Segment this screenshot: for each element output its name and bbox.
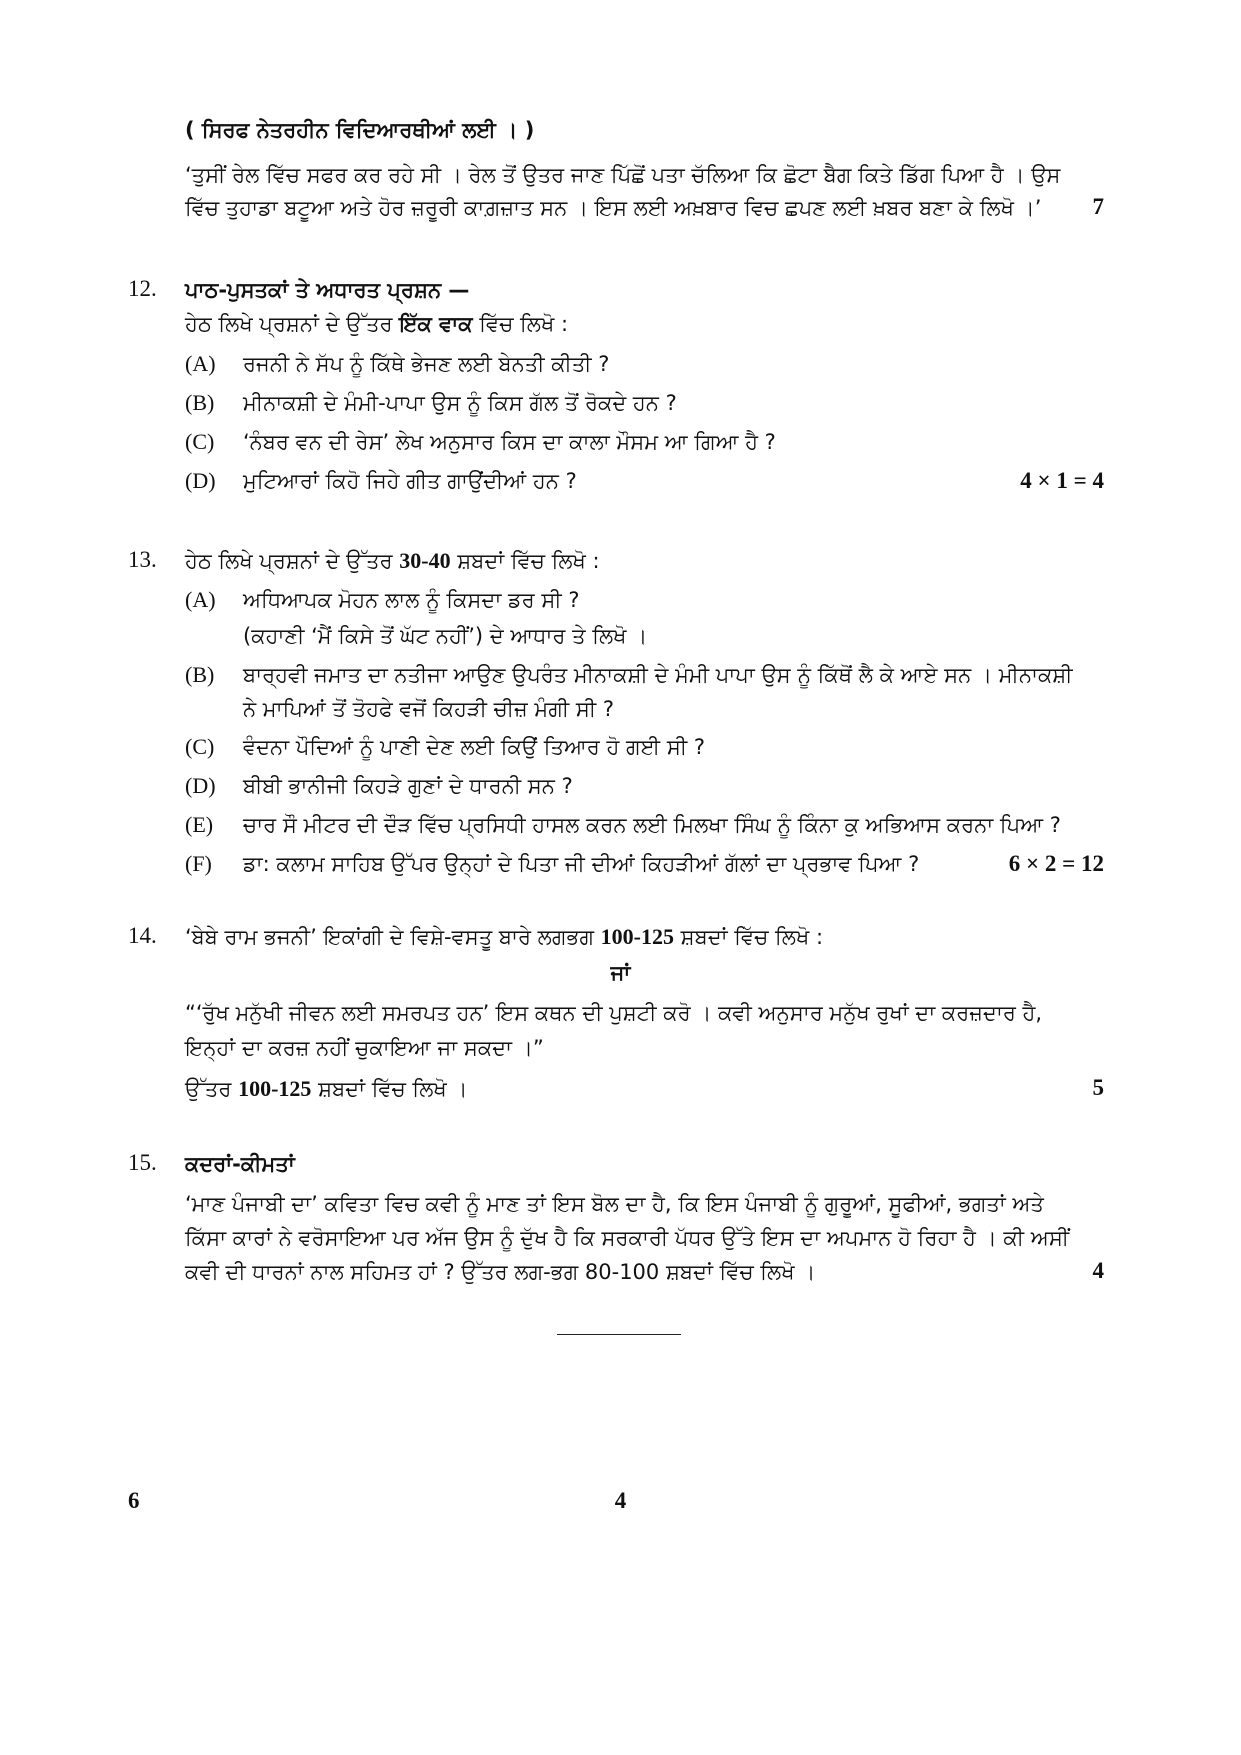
q14-word-count: 100-125	[600, 924, 674, 949]
q12-instruction-text-end: ਵਿੱਚ ਲਿਖੋ :	[472, 312, 569, 336]
q15-line: ਕਿੱਸਾ ਕਾਰਾਂ ਨੇ ਵਰੋਸਾਇਆ ਪਰ ਅੱਜ ਉਸ ਨੂੰ ਦੁੱਖ ਹੈ ਕਿ ਸਰਕਾਰੀ ਪੱਧਰ ਉੱਤੇ ਇਸ ਦਾ ਅਪਮਾਨ ਹੋ ਰਿਹਾ ਹੈ । ਕੀ ਅਸੀਂ	[185, 1226, 1070, 1250]
q14-prompt-text-end: ਸ਼ਬਦਾਂ ਵਿੱਚ ਲਿਖੋ :	[674, 925, 824, 949]
q14-alt-word-count: 100-125	[238, 1076, 312, 1101]
q13-item-line: ਡਾ: ਕਲਾਮ ਸਾਹਿਬ ਉੱਪਰ ਉਨ੍ਹਾਂ ਦੇ ਪਿਤਾ ਜੀ ਦੀਆਂ ਕਿਹੜੀਆਂ ਗੱਲਾਂ ਦਾ ਪ੍ਰਭਾਵ ਪਿਆ ?	[243, 852, 920, 876]
q12-item-text: ਮੁਟਿਆਰਾਂ ਕਿਹੋ ਜਿਹੇ ਗੀਤ ਗਾਉਂਦੀਆਂ ਹਨ ?	[243, 469, 577, 493]
q13-instruction-text-end: ਸ਼ਬਦਾਂ ਵਿੱਚ ਲਿਖੋ :	[450, 549, 600, 573]
q13-item-letter: (D)	[185, 773, 216, 798]
q12-number: 12.	[128, 276, 157, 301]
q12-instruction-emphasis: ਇੱਕ ਵਾਕ	[399, 312, 473, 336]
q15-number: 15.	[128, 1150, 157, 1175]
q13-instruction	[185, 543, 600, 579]
q12-item-text: ‘ਨੰਬਰ ਵਨ ਦੀ ਰੇਸ’ ਲੇਖ ਅਨੁਸਾਰ ਕਿਸ ਦਾ ਕਾਲਾ ਮੌਸਮ ਆ ਗਿਆ ਹੈ ?	[243, 430, 776, 454]
q12-item-text: ਮੀਨਾਕਸ਼ੀ ਦੇ ਮੰਮੀ-ਪਾਪਾ ਉਸ ਨੂੰ ਕਿਸ ਗੱਲ ਤੋਂ ਰੋਕਦੇ ਹਨ ?	[243, 391, 677, 415]
q15-line: ਕਵੀ ਦੀ ਧਾਰਨਾਂ ਨਾਲ ਸਹਿਮਤ ਹਾਂ ? ਉੱਤਰ ਲਗ-ਭਗ 80-100 ਸ਼ਬਦਾਂ ਵਿੱਚ ਲਿਖੋ ।	[185, 1260, 816, 1284]
q13-item-letter: (A)	[185, 587, 216, 612]
q12-instruction-text: ਹੇਠ ਲਿਖੇ ਪ੍ਰਸ਼ਨਾਂ ਦੇ ਉੱਤਰ	[185, 312, 400, 336]
q14-marks: 5	[1092, 1075, 1104, 1100]
q14-prompt	[185, 919, 823, 955]
q14-alt-line: ਇਨ੍ਹਾਂ ਦਾ ਕਰਜ਼ ਨਹੀਂ ਚੁਕਾਇਆ ਜਾ ਸਕਦਾ ।”	[185, 1036, 544, 1060]
q15-line: ‘ਮਾਣ ਪੰਜਾਬੀ ਦਾ’ ਕਵਿਤਾ ਵਿਚ ਕਵੀ ਨੂੰ ਮਾਣ ਤਾਂ ਇਸ ਬੋਲ ਦਾ ਹੈ, ਕਿ ਇਸ ਪੰਜਾਬੀ ਨੂੰ ਗੁਰੂਆਂ, ਸੂਫੀਆਂ, ਭਗਤਾਂ ਅਤੇ	[185, 1192, 1044, 1216]
q14-alt-instruction	[185, 1071, 468, 1107]
q12-item-text: ਰਜਨੀ ਨੇ ਸੱਪ ਨੂੰ ਕਿੱਥੇ ਭੇਜਣ ਲਈ ਬੇਨਤੀ ਕੀਤੀ ?	[243, 352, 610, 376]
q13-item-letter: (B)	[185, 662, 215, 687]
q13-item-line: ਚਾਰ ਸੌ ਮੀਟਰ ਦੀ ਦੌੜ ਵਿੱਚ ਪ੍ਰਸਿਧੀ ਹਾਸਲ ਕਰਨ ਲਈ ਮਿਲਖਾ ਸਿੰਘ ਨੂੰ ਕਿੰਨਾ ਕੁ ਅਭਿਆਸ ਕਰਨਾ ਪਿਆ ?	[243, 813, 1061, 837]
page-number: 4	[614, 1488, 627, 1513]
q13-item-line: ਨੇ ਮਾਪਿਆਂ ਤੋਂ ਤੋਹਫੇ ਵਜੋਂ ਕਿਹੜੀ ਚੀਜ਼ ਮੰਗੀ ਸੀ ?	[243, 697, 614, 721]
q14-alt-instruction-text-end: ਸ਼ਬਦਾਂ ਵਿੱਚ ਲਿਖੋ ।	[311, 1077, 468, 1101]
q13-item-line: ਬੀਬੀ ਭਾਨੀਜੀ ਕਿਹੜੇ ਗੁਣਾਂ ਦੇ ਧਾਰਨੀ ਸਨ ?	[243, 774, 573, 798]
blind-note-line-1: ‘ਤੁਸੀਂ ਰੇਲ ਵਿੱਚ ਸਫਰ ਕਰ ਰਹੇ ਸੀ । ਰੇਲ ਤੋਂ ਉਤਰ ਜਾਣ ਪਿੱਛੋਂ ਪਤਾ ਚੱਲਿਆ ਕਿ ਛੋਟਾ ਬੈਗ ਕਿਤੇ ਡਿੱਗ ਪਿਆ ਹੈ । ਉਸ	[185, 163, 1061, 187]
q13-item-letter: (F)	[185, 851, 212, 876]
blind-note-marks: 7	[1092, 194, 1104, 219]
q13-number: 13.	[128, 547, 157, 572]
q13-item-line: ਵੰਦਨਾ ਪੌਦਿਆਂ ਨੂੰ ਪਾਣੀ ਦੇਣ ਲਈ ਕਿਉਂ ਤਿਆਰ ਹੋ ਗਈ ਸੀ ?	[243, 735, 705, 759]
q12-heading: ਪਾਠ-ਪੁਸਤਕਾਂ ਤੇ ਅਧਾਰਤ ਪ੍ਰਸ਼ਨ —	[185, 278, 470, 302]
q12-item-letter: (B)	[185, 390, 215, 415]
q14-or: ਜਾਂ	[610, 961, 631, 985]
q14-alt-line: “‘ਰੁੱਖ ਮਨੁੱਖੀ ਜੀਵਨ ਲਈ ਸਮਰਪਤ ਹਨ’ ਇਸ ਕਥਨ ਦੀ ਪੁਸ਼ਟੀ ਕਰੋ । ਕਵੀ ਅਨੁਸਾਰ ਮਨੁੱਖ ਰੁਖਾਂ ਦਾ ਕਰਜ਼ਦਾਰ ਹੈ,	[185, 1001, 1043, 1025]
q13-item-letter: (C)	[185, 734, 215, 759]
q15-marks: 4	[1092, 1258, 1104, 1283]
q14-number: 14.	[128, 923, 157, 948]
q12-item-letter: (A)	[185, 351, 216, 376]
q14-prompt-text: ‘ਬੇਬੇ ਰਾਮ ਭਜਨੀ’ ਇਕਾਂਗੀ ਦੇ ਵਿਸ਼ੇ-ਵਸਤੂ ਬਾਰੇ ਲਗਭਗ	[185, 925, 601, 949]
q13-instruction-word-count: 30-40	[399, 548, 451, 573]
q13-item-line: ਅਧਿਆਪਕ ਮੋਹਨ ਲਾਲ ਨੂੰ ਕਿਸਦਾ ਡਰ ਸੀ ?	[243, 588, 580, 612]
q13-item-letter: (E)	[185, 812, 214, 837]
q13-item-line: (ਕਹਾਣੀ ‘ਮੈਂ ਕਿਸੇ ਤੋਂ ਘੱਟ ਨਹੀਂ’) ਦੇ ਆਧਾਰ ਤੇ ਲਿਖੋ ।	[243, 624, 648, 648]
q13-marks: 6 × 2 = 12	[1008, 851, 1104, 876]
end-of-section-rule	[557, 1334, 681, 1335]
q12-instruction	[185, 306, 568, 342]
blind-note-heading: ( ਸਿਰਫ ਨੇਤਰਹੀਨ ਵਿਦਿਆਰਥੀਆਂ ਲਈ । )	[185, 118, 535, 142]
blind-note-line-2: ਵਿੱਚ ਤੁਹਾਡਾ ਬਟੂਆ ਅਤੇ ਹੋਰ ਜ਼ਰੂਰੀ ਕਾਗ਼ਜ਼ਾਤ ਸਨ । ਇਸ ਲਈ ਅਖ਼ਬਾਰ ਵਿਚ ਛਪਣ ਲਈ ਖ਼ਬਰ ਬਣਾ ਕੇ ਲਿਖੋ ।’	[185, 196, 1042, 220]
q12-marks: 4 × 1 = 4	[1020, 468, 1104, 493]
q13-instruction-text: ਹੇਠ ਲਿਖੇ ਪ੍ਰਸ਼ਨਾਂ ਦੇ ਉੱਤਰ	[185, 549, 400, 573]
paper-code: 6	[128, 1488, 140, 1513]
q13-item-line: ਬਾਰ੍ਹਵੀ ਜਮਾਤ ਦਾ ਨਤੀਜਾ ਆਉਣ ਉਪਰੰਤ ਮੀਨਾਕਸ਼ੀ ਦੇ ਮੰਮੀ ਪਾਪਾ ਉਸ ਨੂੰ ਕਿੱਥੋਂ ਲੈ ਕੇ ਆਏ ਸਨ । ਮੀਨਾਕਸ਼ੀ	[243, 663, 1073, 687]
q15-heading: ਕਦਰਾਂ-ਕੀਮਤਾਂ	[185, 1152, 295, 1176]
q12-item-letter: (D)	[185, 468, 216, 493]
q12-item-letter: (C)	[185, 429, 215, 454]
q14-alt-instruction-text: ਉੱਤਰ	[185, 1077, 239, 1101]
